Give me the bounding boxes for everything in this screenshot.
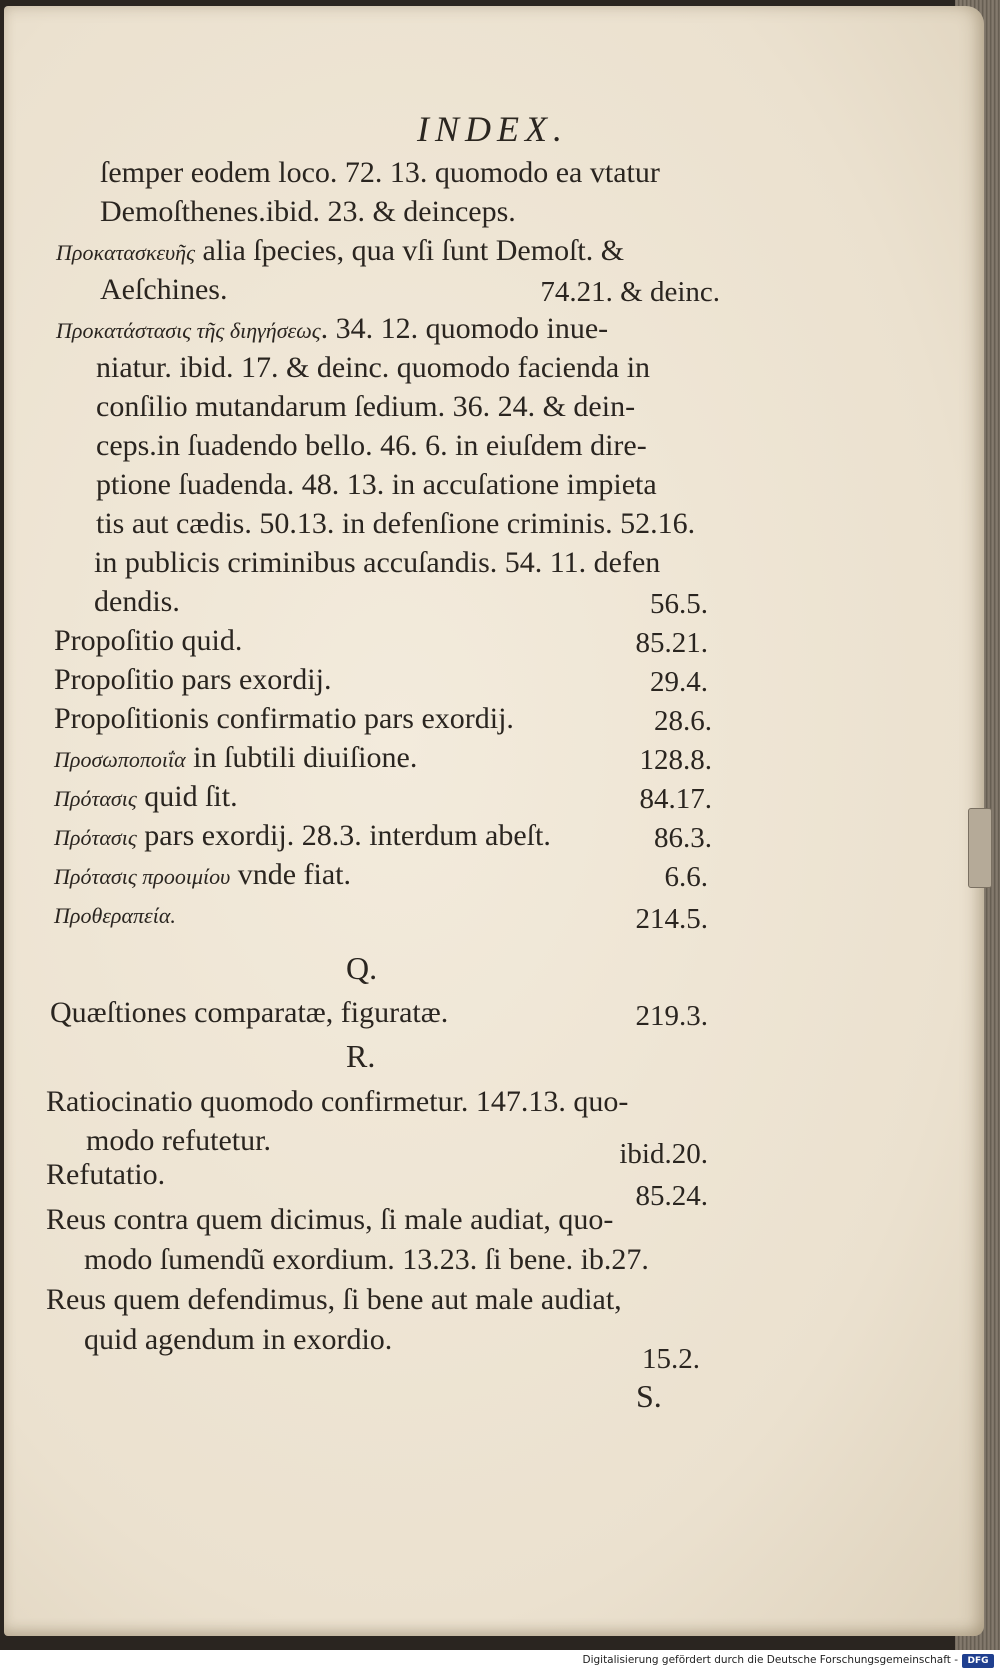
index-line: modo ſumendũ exordium. 13.23. ſi bene. ib.27. [84,1243,649,1276]
footer-credit: Digitalisierung gefördert durch die Deutsche Forschungsgemeinschaft - [582,1654,958,1666]
index-line: Πρότασις προοιμίου vnde fiat. [54,858,352,891]
index-line: tis aut cædis. 50.13. in defenſione criminis. 52.16. [96,507,696,540]
index-line: dendis. [94,585,180,618]
section-letter-q: Q. [346,950,378,986]
page-title: INDEX. [417,109,568,149]
index-line: niatur. ibid. 17. & deinc. quomodo facienda in [96,351,651,384]
index-line: Propoſitio quid. [54,624,243,657]
index-line: Προσωποποιΐα in ſubtili diuiſione. [54,741,418,774]
index-line: modo refutetur. [86,1124,271,1157]
index-line: Reus contra quem dicimus, ſi male audiat, quo- [46,1203,614,1236]
index-line: Προκατάστασις τῆς διηγήσεως. 34. 12. quomodo inue- [56,312,609,345]
index-line: ſemper eodem loco. 72. 13. quomodo ea vtatur [100,156,660,189]
index-line: Ratiocinatio quomodo confirmetur. 147.13. quo- [46,1085,629,1118]
page-reference: 86.3. [654,822,712,854]
index-line: Reus quem defendimus, ſi bene aut male audiat, [46,1283,622,1316]
index-line: ceps.in ſuadendo bello. 46. 6. in eiuſdem dire- [96,429,647,462]
index-line: Προκατασκευῆς alia ſpecies, qua vſi ſunt Demoſt. & [56,234,625,267]
page-reference: 214.5. [635,903,708,935]
page-reference: 219.3. [635,1000,708,1032]
index-line: Προθεραπεία. [54,903,176,928]
index-line: Demoſthenes.ibid. 23. & deinceps. [100,195,516,228]
page-reference: 6.6. [664,861,708,893]
page-reference: 29.4. [650,666,708,698]
index-line: Πρότασις quid ſit. [54,780,238,813]
page-reference: ibid.20. [619,1138,708,1170]
page-reference: 56.5. [650,588,708,620]
page-reference: 85.21. [635,627,708,659]
page-reference: 128.8. [639,744,712,776]
page-reference: 85.24. [635,1180,708,1212]
bookmark-tab [968,808,992,888]
index-line: quid agendum in exordio. [84,1323,393,1356]
dfg-logo: DFG [962,1654,994,1668]
index-line: in publicis criminibus accuſandis. 54. 11. defen [94,546,661,579]
catchword: S. [636,1378,662,1414]
index-line: Propoſitionis confirmatio pars exordij. [54,702,514,735]
page-reference: 84.17. [639,783,712,815]
page-reference: 15.2. [642,1343,700,1375]
index-line: Quæſtiones comparatæ, figuratæ. [50,996,449,1029]
index-line: Refutatio. [46,1158,166,1191]
index-line: Aeſchines. [100,273,228,306]
page-reference: 28.6. [654,705,712,737]
index-line: Πρότασις pars exordij. 28.3. interdum abeſt. [54,819,551,852]
index-line: ptione ſuadenda. 48. 13. in accuſatione impieta [96,468,657,501]
page-reference: 74.21. & deinc. [540,276,720,308]
index-line: conſilio mutandarum ſedium. 36. 24. & dein- [96,390,636,423]
section-letter-r: R. [346,1038,376,1074]
index-line: Propoſitio pars exordij. [54,663,332,696]
footer [0,1650,1000,1673]
